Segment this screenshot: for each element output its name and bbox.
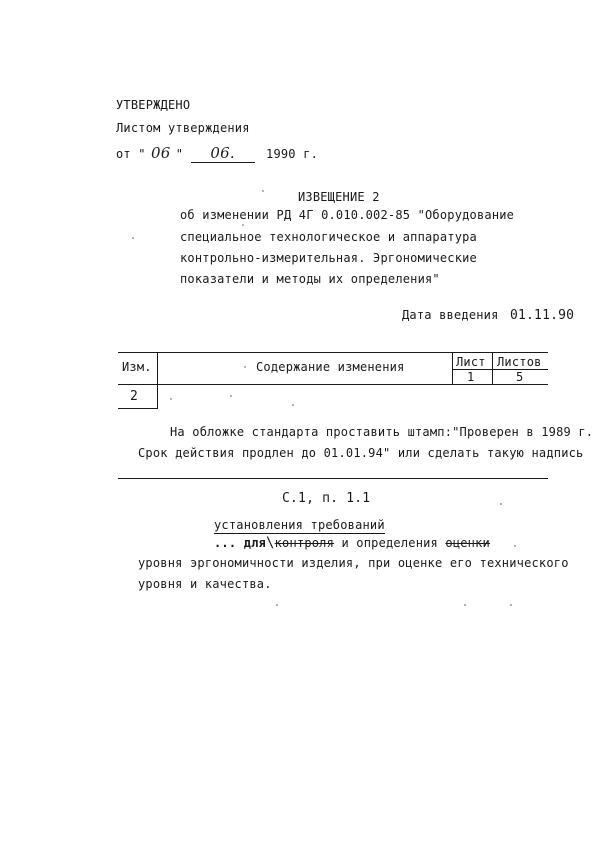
inserted-text: установления требований [214,518,385,532]
amended-line-2: уровня эргономичности изделия, при оценке его технического [138,556,569,570]
section-divider [118,478,548,479]
approval-year: 1990 г. [266,147,318,161]
scan-speck [262,190,264,192]
date-label: Дата введения [402,308,499,322]
amended-line-1 [214,535,490,551]
notice-line-4: показатели и методы их определения" [180,272,440,286]
scan-speck [170,398,172,400]
amended-prefix: ... для [214,536,266,550]
approval-day: 06 [150,144,171,162]
approval-title: УТВЕРЖДЕНО [116,98,191,112]
scan-speck [510,604,512,606]
table-col-content: Содержание изменения [256,360,405,374]
table-list-value: 1 [467,370,475,384]
para1-line-1: На обложке стандарта проставить штамп:"Проверен в 1989 г. [170,425,594,439]
scan-speck [132,237,134,239]
scan-speck [514,545,516,547]
table-row-izm: 2 [130,389,139,404]
notice-line-3: контрольно-измерительная. Эргономические [180,251,477,265]
table-listov-value: 5 [516,370,524,384]
table-vline-1 [157,352,158,409]
scan-speck [292,404,294,406]
table-row-rule [118,408,158,409]
section-ref: С.1, п. 1.1 [282,491,371,506]
notice-line-2: специальное технологическое и аппаратура [180,230,477,244]
approval-mid-quote: " [175,147,184,161]
date-value: 01.11.90 [509,308,575,323]
struck-word-1: контроля [274,536,335,550]
date-introduction [402,308,574,323]
table-header-rule [118,384,548,385]
table-col-listov: Листов [497,355,542,369]
notice-line-1: об изменении РД 4Г 0.010.002-85 "Оборудование [180,208,515,222]
insertion-mark: \ [265,535,275,551]
approval-date-line [116,144,318,163]
scan-speck [464,604,466,606]
table-top-rule [118,352,548,353]
para1-line-2: Срок действия продлен до 01.01.94" или сделать такую надпись [138,446,584,460]
approval-by-line: Листом утверждения [116,121,250,135]
scan-speck [500,503,502,505]
amended-mid: и определения [334,536,446,550]
scan-speck [276,604,278,606]
struck-word-2: оценки [445,536,490,550]
approval-month: 06. [191,144,255,163]
scan-speck [230,395,232,397]
table-col-list: Лист [456,355,486,369]
scan-speck [244,366,246,368]
scan-speck [242,224,244,226]
table-col-izm: Изм. [122,360,152,374]
amended-line-3: уровня и качества. [138,577,272,591]
approval-from-prefix: от " [116,147,146,161]
notice-title: ИЗВЕЩЕНИЕ 2 [298,190,380,204]
